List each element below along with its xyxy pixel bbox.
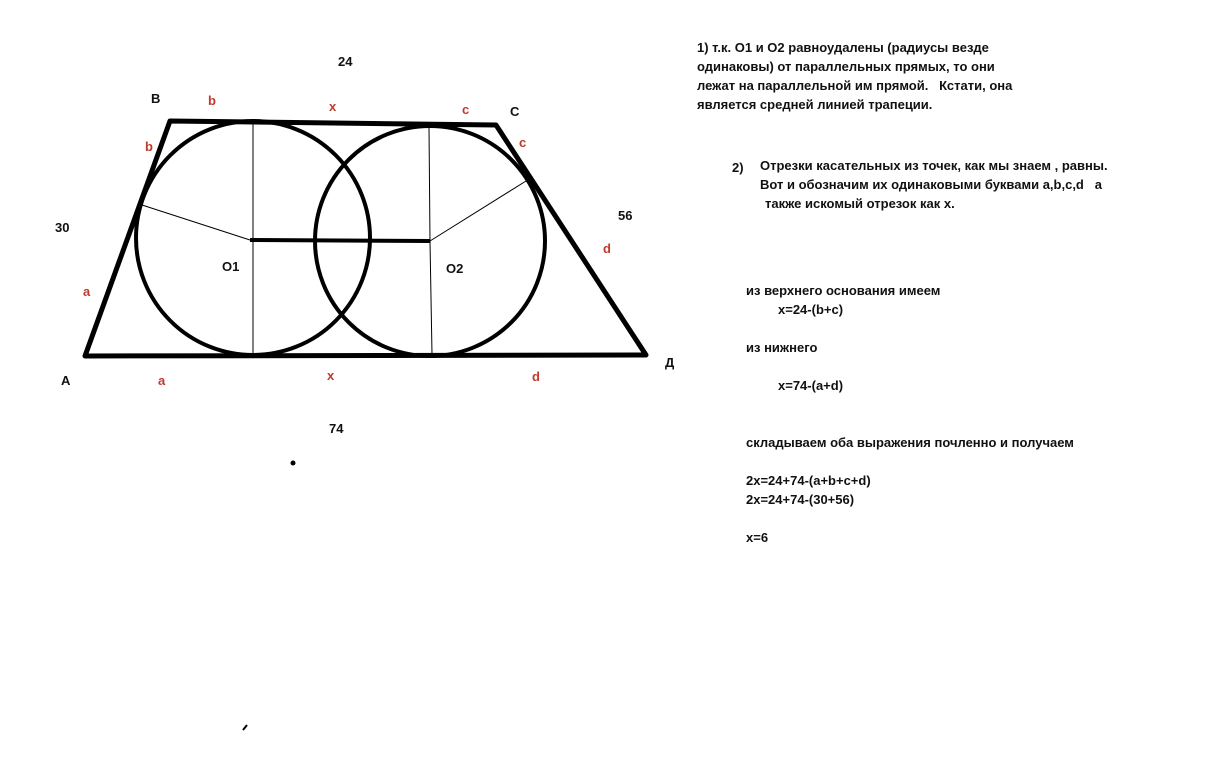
segment-x-top: x xyxy=(329,99,337,114)
note-step-2 xyxy=(760,156,1108,213)
bottom-base-length: 74 xyxy=(329,421,344,436)
note1-line: лежат на параллельной им прямой. Кстати, она xyxy=(697,78,1013,93)
segment-a-left: a xyxy=(83,284,91,299)
upper-base-equation: х=24-(b+c) xyxy=(778,302,844,317)
note2-line: Отрезки касательных из точек, как мы знаем , равны. xyxy=(760,158,1108,173)
note-step-1 xyxy=(697,38,1012,114)
radius-O1-left xyxy=(142,205,250,240)
note2-line: Вот и обозначим их одинаковыми буквами a,b,c,d а xyxy=(760,177,1102,192)
stray-mark xyxy=(243,725,247,730)
equation-2: 2х=24+74-(30+56) xyxy=(746,492,855,507)
segment-b-left: b xyxy=(145,139,153,154)
vertex-A-label: A xyxy=(61,373,71,388)
segment-c-right: c xyxy=(519,135,527,150)
segment-b-top: b xyxy=(208,93,216,108)
center-O2-label: O2 xyxy=(446,261,464,276)
radius-O2-top xyxy=(429,127,430,241)
equation-1: 2х=24+74-(a+b+c+d) xyxy=(746,473,871,488)
sum-label: складываем оба выражения почленно и получаем xyxy=(746,435,1074,450)
upper-base-label: из верхнего основания имеем xyxy=(746,283,941,298)
stray-dot xyxy=(291,461,296,466)
segment-a-bottom: a xyxy=(158,373,166,388)
radius-O2-right xyxy=(430,181,526,241)
answer: х=6 xyxy=(746,530,769,545)
vertex-B-label: B xyxy=(151,91,161,106)
segment-d-bottom: d xyxy=(532,369,540,384)
note1-line: является средней линией трапеции. xyxy=(697,97,933,112)
top-base-length: 24 xyxy=(338,54,353,69)
right-side-length: 56 xyxy=(618,208,633,223)
segment-d-right: d xyxy=(603,241,611,256)
radius-O2-bottom xyxy=(430,241,432,354)
segment-c-top: c xyxy=(462,102,470,117)
vertex-C-label: C xyxy=(510,104,520,119)
left-side-length: 30 xyxy=(55,220,70,235)
note1-line: 1) т.к. О1 и О2 равноудалены (радиусы везде xyxy=(697,40,989,55)
centers-segment xyxy=(250,240,430,241)
lower-base-equation: х=74-(a+d) xyxy=(778,378,844,393)
lower-base-label: из нижнего xyxy=(746,340,818,355)
note-step-2-number: 2) xyxy=(732,160,744,175)
vertex-D-label: Д xyxy=(665,355,675,370)
note1-line: одинаковы) от параллельных прямых, то они xyxy=(697,59,995,74)
note2-line: также искомый отрезок как х. xyxy=(765,196,955,211)
center-O1-label: O1 xyxy=(222,259,240,274)
segment-x-bottom: x xyxy=(327,368,335,383)
